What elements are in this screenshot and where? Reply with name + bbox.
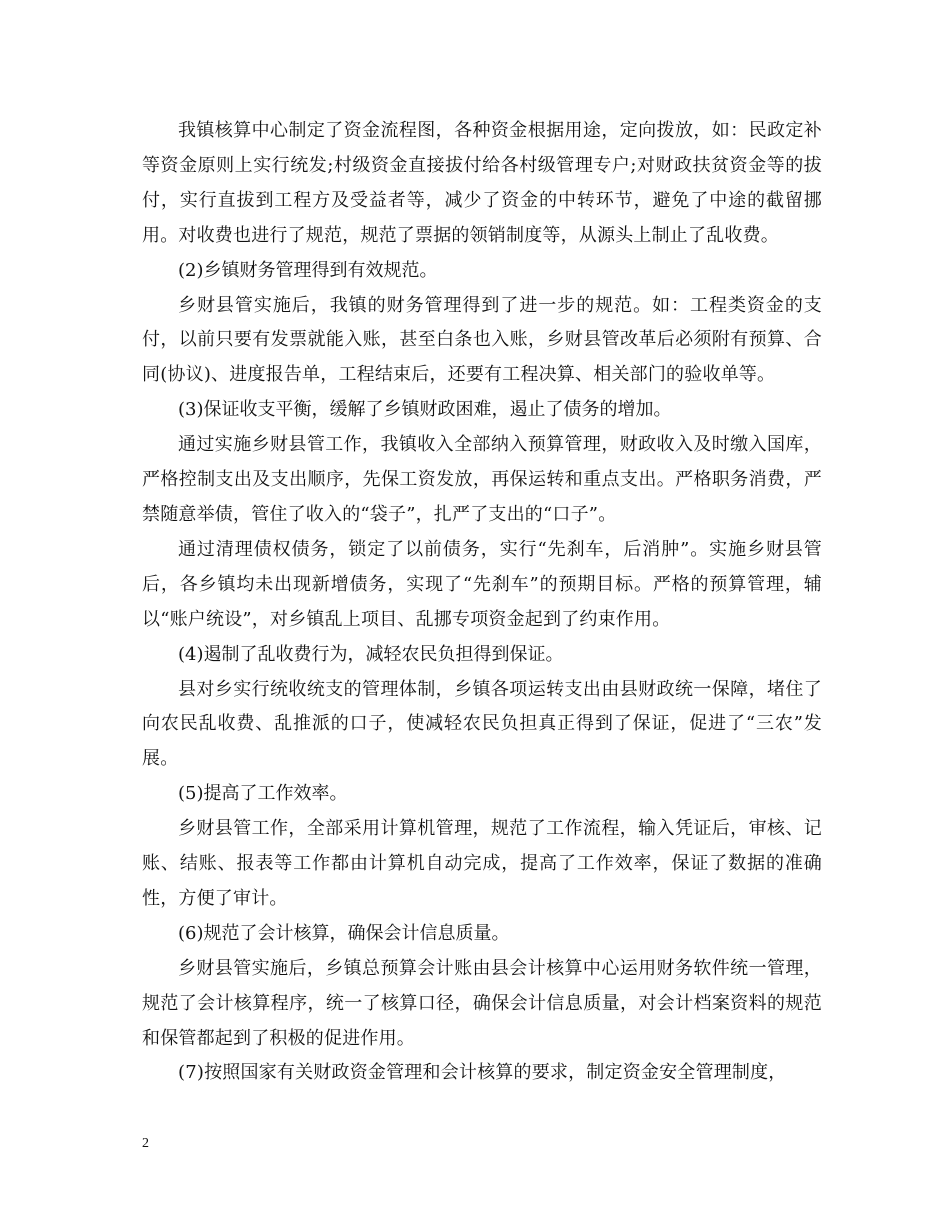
- paragraph-budget-management: 通过实施乡财县管工作，我镇收入全部纳入预算管理，财政收入及时缴入国库，严格控制支出及支出顺序，先保工资发放，再保运转和重点支出。严格职务消费，严禁随意举债，管住了收入的“袋子”，扎严了支出的“口子”。: [142, 434, 822, 525]
- paragraph-work-efficiency: 乡财县管工作，全部采用计算机管理，规范了工作流程，输入凭证后，审核、记账、结账、报表等工作都由计算机自动完成，提高了工作效率，保证了数据的准确性，方便了审计。: [142, 818, 822, 909]
- section-heading-2: (2)乡镇财务管理得到有效规范。: [178, 259, 438, 281]
- section-heading-4: (4)遏制了乱收费行为，减轻农民负担得到保证。: [178, 643, 564, 665]
- section-heading-5: (5)提高了工作效率。: [178, 783, 348, 805]
- section-heading-3: (3)保证收支平衡，缓解了乡镇财政困难，遏止了债务的增加。: [178, 399, 672, 421]
- paragraph-finance-management: 乡财县管实施后，我镇的财务管理得到了进一步的规范。如：工程类资金的支付，以前只要有发票就能入账，甚至白条也入账，乡财县管改革后必须附有预算、合同(协议)、进度报告单，工程结束后，还要有工程决算、相关部门的验收单等。: [142, 294, 822, 386]
- section-heading-6: (6)规范了会计核算，确保会计信息质量。: [178, 922, 510, 944]
- paragraph-debt-clearing: 通过清理债权债务，锁定了以前债务，实行“先刹车，后消肿”。实施乡财县管后，各乡镇均未出现新增债务，实现了“先刹车”的预期目标。严格的预算管理，辅以“账户统设”，对乡镇乱上项目、乱挪专项资金起到了约束作用。: [142, 538, 822, 630]
- paragraph-fund-security: (7)按照国家有关财政资金管理和会计核算的要求，制定资金安全管理制度，: [178, 1062, 787, 1084]
- paragraph-accounting-quality: 乡财县管实施后，乡镇总预算会计账由县会计核算中心运用财务软件统一管理，规范了会计核算程序，统一了核算口径，确保会计信息质量，对会计档案资料的规范和保管都起到了积极的促进作用。: [142, 957, 822, 1049]
- page-number: 2: [142, 1136, 149, 1151]
- paragraph-fund-flow: 我镇核算中心制定了资金流程图，各种资金根据用途，定向拨放，如：民政定补等资金原则上实行统发;村级资金直接拔付给各村级管理专户;对财政扶贫资金等的拔付，实行直拔到工程方及受益者等，减少了资金的中转环节，避免了中途的截留挪用。对收费也进行了规范，规范了票据的领销制度等，从源头上制止了乱收费。: [142, 120, 822, 246]
- paragraph-farmer-burden: 县对乡实行统收统支的管理体制，乡镇各项运转支出由县财政统一保障，堵住了向农民乱收费、乱推派的口子，使减轻农民负担真正得到了保证，促进了“三农”发展。: [142, 678, 822, 770]
- document-body: [142, 114, 822, 1091]
